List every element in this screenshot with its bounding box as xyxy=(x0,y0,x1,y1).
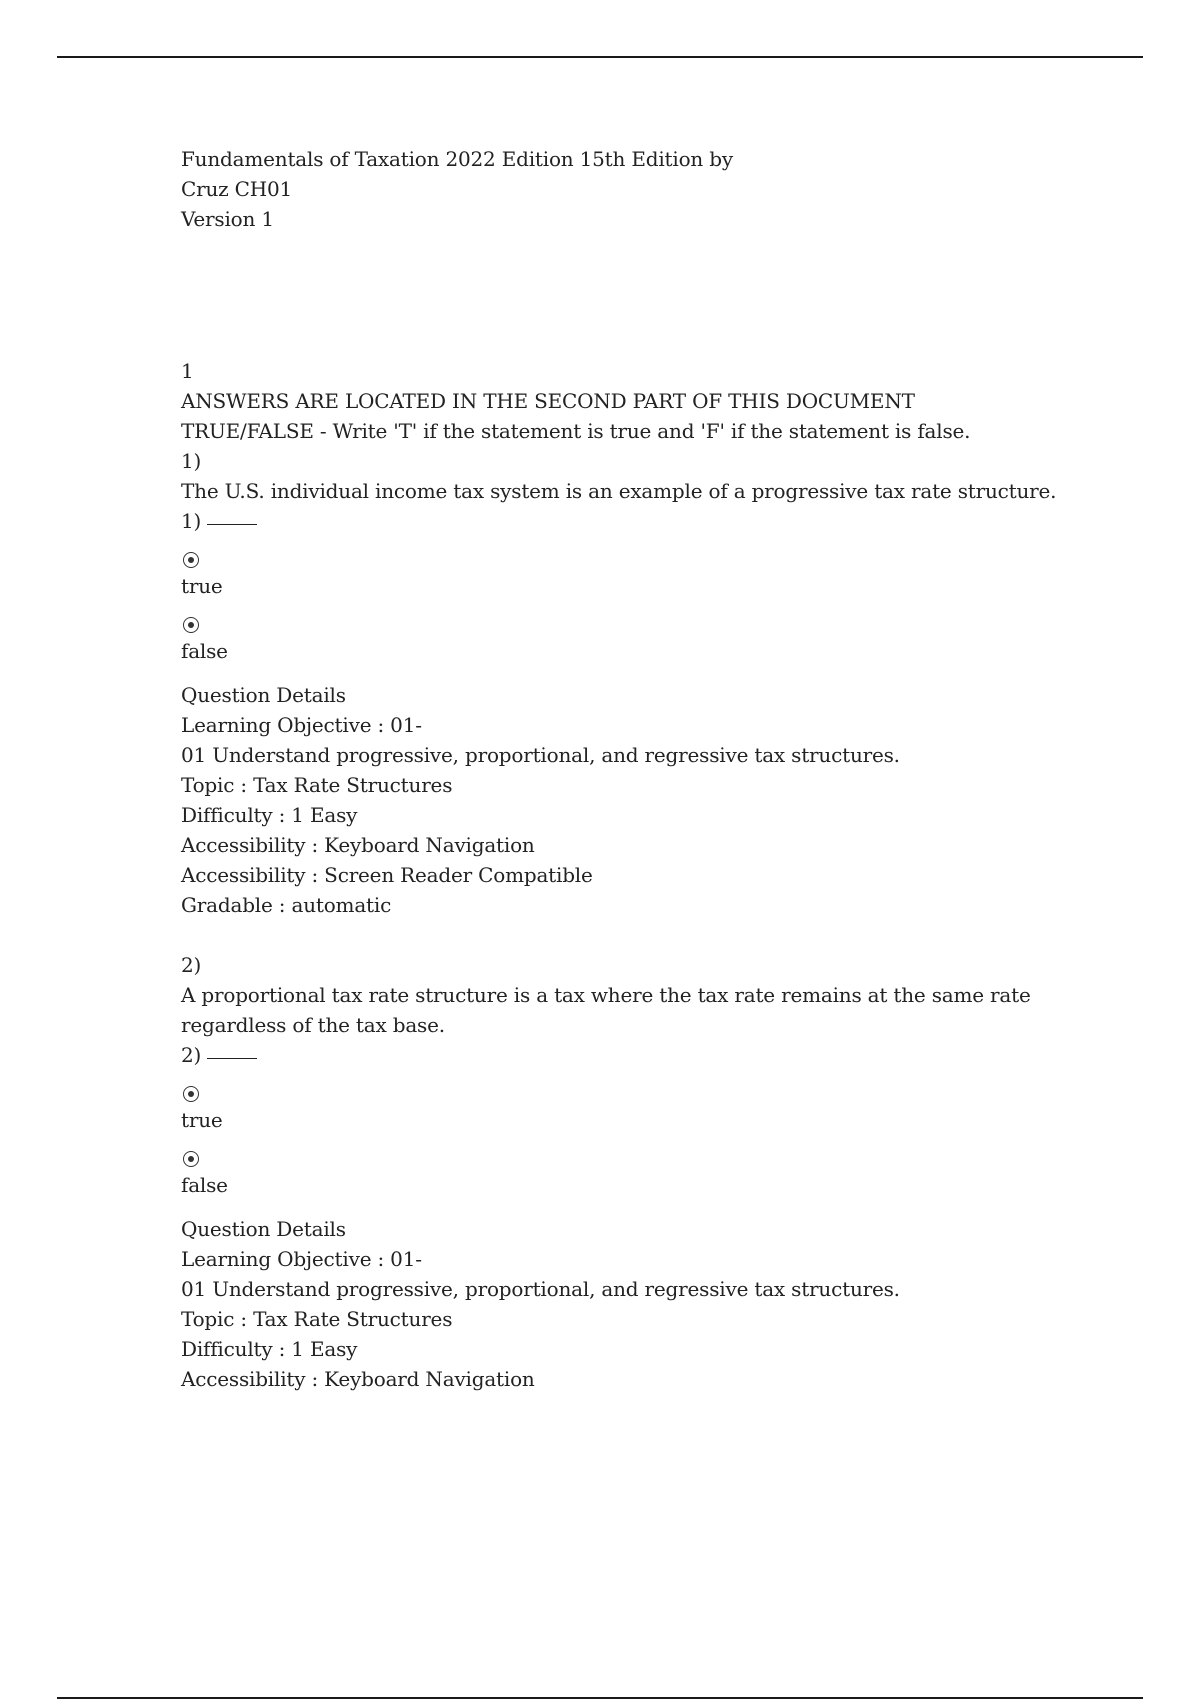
question-text: The U.S. individual income tax system is an example of a progressive tax rate structure. xyxy=(181,479,1057,503)
question-2 xyxy=(181,950,1081,1394)
bottom-rule xyxy=(57,1697,1143,1699)
option-true-label: true xyxy=(181,1108,223,1132)
answer-blank xyxy=(207,524,257,525)
option-false-label: false xyxy=(181,1173,228,1197)
answer-blank-row xyxy=(181,506,1081,536)
question-number: 1) xyxy=(181,449,202,473)
answer-blank-row xyxy=(181,1040,1081,1070)
detail-objective-text: 01 Understand progressive, proportional, and regressive tax structures. xyxy=(181,743,900,767)
radio-button-icon[interactable] xyxy=(183,1086,199,1102)
intro-block xyxy=(181,356,1081,446)
detail-learning-objective: Learning Objective : 01- xyxy=(181,1247,422,1271)
instructions: TRUE/FALSE - Write 'T' if the statement is true and 'F' if the statement is false. xyxy=(181,419,971,443)
detail-accessibility-screen-reader: Accessibility : Screen Reader Compatible xyxy=(181,863,593,887)
detail-topic: Topic : Tax Rate Structures xyxy=(181,773,453,797)
document-header xyxy=(181,144,1081,234)
answer-blank xyxy=(207,1058,257,1059)
detail-learning-objective: Learning Objective : 01- xyxy=(181,713,422,737)
question-number: 2) xyxy=(181,953,202,977)
question-details-heading: Question Details xyxy=(181,1217,346,1241)
document-body xyxy=(181,144,1081,1394)
question-details-heading: Question Details xyxy=(181,683,346,707)
detail-difficulty: Difficulty : 1 Easy xyxy=(181,803,358,827)
detail-objective-text: 01 Understand progressive, proportional, and regressive tax structures. xyxy=(181,1277,900,1301)
radio-button-icon[interactable] xyxy=(183,617,199,633)
answers-note: ANSWERS ARE LOCATED IN THE SECOND PART OF THIS DOCUMENT xyxy=(181,389,915,413)
detail-accessibility-keyboard: Accessibility : Keyboard Navigation xyxy=(181,833,535,857)
detail-gradable: Gradable : automatic xyxy=(181,893,392,917)
question-1 xyxy=(181,446,1081,920)
detail-difficulty: Difficulty : 1 Easy xyxy=(181,1337,358,1361)
question-text: A proportional tax rate structure is a tax where the tax rate remains at the same rate regardless of the tax base. xyxy=(181,983,1031,1037)
detail-accessibility-keyboard: Accessibility : Keyboard Navigation xyxy=(181,1367,535,1391)
option-false-label: false xyxy=(181,639,228,663)
answer-label: 1) xyxy=(181,509,202,533)
top-rule xyxy=(57,56,1143,58)
document-title-line-2: Cruz CH01 xyxy=(181,177,293,201)
document-version: Version 1 xyxy=(181,207,274,231)
page-number: 1 xyxy=(181,359,194,383)
detail-topic: Topic : Tax Rate Structures xyxy=(181,1307,453,1331)
radio-button-icon[interactable] xyxy=(183,552,199,568)
radio-button-icon[interactable] xyxy=(183,1151,199,1167)
answer-label: 2) xyxy=(181,1043,202,1067)
document-title-line-1: Fundamentals of Taxation 2022 Edition 15th Edition by xyxy=(181,147,733,171)
option-true-label: true xyxy=(181,574,223,598)
